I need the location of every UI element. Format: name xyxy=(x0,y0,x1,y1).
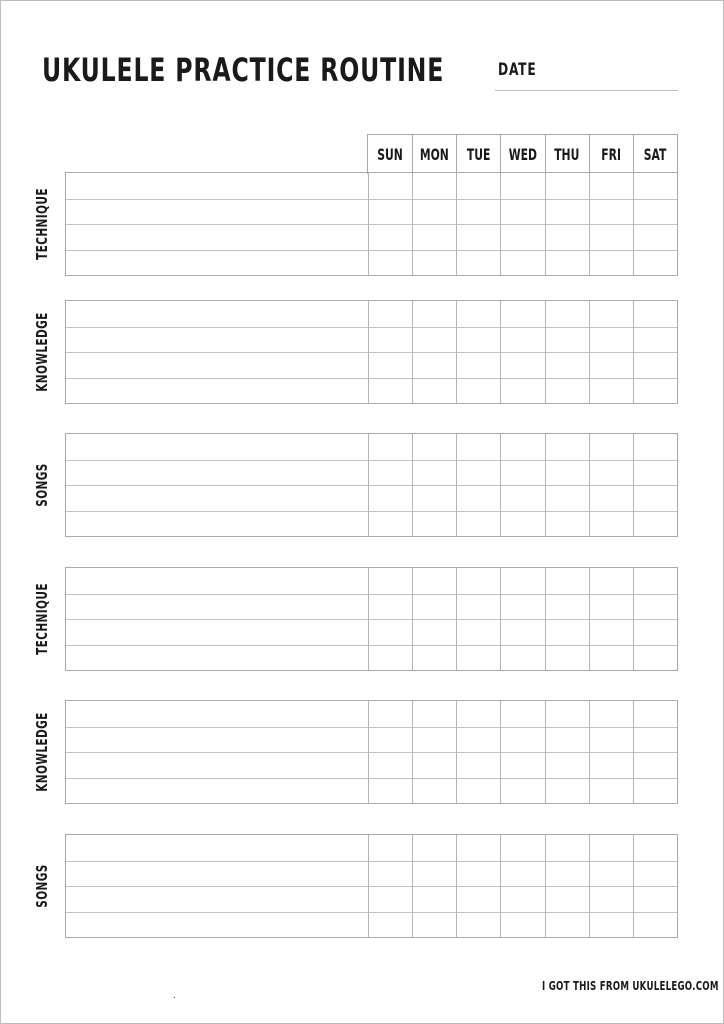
day-checkbox-cell[interactable] xyxy=(456,778,500,804)
day-checkbox-cell[interactable] xyxy=(412,199,456,225)
day-checkbox-cell[interactable] xyxy=(456,327,500,353)
day-checkbox-cell[interactable] xyxy=(589,460,633,486)
day-checkbox-cell[interactable] xyxy=(412,594,456,620)
day-checkbox-cell[interactable] xyxy=(456,619,500,645)
section-label-text: TECHNIQUE xyxy=(33,188,51,260)
day-checkbox-cell[interactable] xyxy=(633,199,677,225)
day-checkbox-cell[interactable] xyxy=(456,301,500,327)
day-checkbox-cell[interactable] xyxy=(633,568,677,594)
section-label-text: KNOWLEDGE xyxy=(33,312,51,392)
day-checkbox-cell[interactable] xyxy=(545,886,589,912)
day-checkbox-cell[interactable] xyxy=(545,173,589,199)
day-checkbox-cell[interactable] xyxy=(456,645,500,671)
practice-grid xyxy=(65,433,678,537)
footer-dot: . xyxy=(173,990,176,1001)
day-checkbox-cell[interactable] xyxy=(589,912,633,938)
day-checkbox-cell[interactable] xyxy=(368,701,412,727)
day-checkbox-cell[interactable] xyxy=(589,434,633,460)
day-checkbox-cell[interactable] xyxy=(368,568,412,594)
day-checkbox-cell[interactable] xyxy=(545,645,589,671)
day-checkbox-cell[interactable] xyxy=(633,460,677,486)
day-checkbox-cell[interactable] xyxy=(412,224,456,250)
practice-grid xyxy=(65,172,678,276)
day-checkbox-cell[interactable] xyxy=(545,224,589,250)
day-checkbox-cell[interactable] xyxy=(368,861,412,887)
day-checkbox-cell[interactable] xyxy=(456,886,500,912)
day-checkbox-cell[interactable] xyxy=(589,511,633,537)
day-checkbox-cell[interactable] xyxy=(368,224,412,250)
day-checkbox-cell[interactable] xyxy=(589,861,633,887)
day-checkbox-cell[interactable] xyxy=(368,485,412,511)
day-checkbox-cell[interactable] xyxy=(589,250,633,276)
day-checkbox-cell[interactable] xyxy=(500,778,544,804)
day-checkbox-cell[interactable] xyxy=(633,434,677,460)
day-checkbox-cell[interactable] xyxy=(412,378,456,404)
section-technique-2 xyxy=(22,567,678,671)
day-checkbox-cell[interactable] xyxy=(500,460,544,486)
day-checkbox-cell[interactable] xyxy=(633,752,677,778)
activity-cell[interactable] xyxy=(66,460,368,486)
day-checkbox-cell[interactable] xyxy=(589,727,633,753)
day-checkbox-cell[interactable] xyxy=(412,886,456,912)
section-label-text: KNOWLEDGE xyxy=(33,712,51,792)
activity-cell[interactable] xyxy=(66,352,368,378)
day-checkbox-cell[interactable] xyxy=(412,701,456,727)
day-checkbox-cell[interactable] xyxy=(500,250,544,276)
day-checkbox-cell[interactable] xyxy=(545,352,589,378)
day-checkbox-cell[interactable] xyxy=(456,835,500,861)
activity-cell[interactable] xyxy=(66,434,368,460)
activity-cell[interactable] xyxy=(66,912,368,938)
day-checkbox-cell[interactable] xyxy=(545,727,589,753)
day-label: TUE xyxy=(467,145,491,164)
day-checkbox-cell[interactable] xyxy=(500,594,544,620)
day-checkbox-cell[interactable] xyxy=(589,835,633,861)
section-songs-2 xyxy=(22,834,678,938)
day-checkbox-cell[interactable] xyxy=(412,250,456,276)
day-label: SAT xyxy=(644,145,667,164)
day-checkbox-cell[interactable] xyxy=(545,460,589,486)
day-checkbox-cell[interactable] xyxy=(633,594,677,620)
day-checkbox-cell[interactable] xyxy=(412,352,456,378)
day-checkbox-cell[interactable] xyxy=(545,594,589,620)
day-checkbox-cell[interactable] xyxy=(633,727,677,753)
day-checkbox-cell[interactable] xyxy=(368,173,412,199)
section-label xyxy=(22,300,62,404)
day-header-thu xyxy=(545,135,589,174)
activity-cell[interactable] xyxy=(66,645,368,671)
day-checkbox-cell[interactable] xyxy=(412,485,456,511)
day-checkbox-cell[interactable] xyxy=(368,199,412,225)
date-label: DATE xyxy=(498,60,537,80)
day-checkbox-cell[interactable] xyxy=(368,645,412,671)
day-checkbox-cell[interactable] xyxy=(633,224,677,250)
day-checkbox-cell[interactable] xyxy=(545,327,589,353)
activity-cell[interactable] xyxy=(66,485,368,511)
day-label: THU xyxy=(554,145,580,164)
activity-cell[interactable] xyxy=(66,199,368,225)
day-checkbox-cell[interactable] xyxy=(500,912,544,938)
day-checkbox-cell[interactable] xyxy=(545,912,589,938)
day-checkbox-cell[interactable] xyxy=(456,378,500,404)
day-checkbox-cell[interactable] xyxy=(500,327,544,353)
day-checkbox-cell[interactable] xyxy=(456,224,500,250)
day-checkbox-cell[interactable] xyxy=(456,199,500,225)
day-checkbox-cell[interactable] xyxy=(368,250,412,276)
day-checkbox-cell[interactable] xyxy=(500,886,544,912)
day-checkbox-cell[interactable] xyxy=(500,568,544,594)
activity-cell[interactable] xyxy=(66,173,368,199)
day-checkbox-cell[interactable] xyxy=(456,434,500,460)
day-checkbox-cell[interactable] xyxy=(589,752,633,778)
activity-cell[interactable] xyxy=(66,301,368,327)
activity-cell[interactable] xyxy=(66,752,368,778)
day-checkbox-cell[interactable] xyxy=(589,619,633,645)
day-checkbox-cell[interactable] xyxy=(456,460,500,486)
practice-grid xyxy=(65,700,678,804)
section-label xyxy=(22,700,62,804)
section-songs-1 xyxy=(22,433,678,537)
section-label xyxy=(22,834,62,938)
page-title: UKULELE PRACTICE ROUTINE xyxy=(42,51,445,89)
day-label: FRI xyxy=(601,145,622,164)
day-checkbox-cell[interactable] xyxy=(368,301,412,327)
section-label-text: TECHNIQUE xyxy=(33,583,51,655)
day-checkbox-cell[interactable] xyxy=(456,352,500,378)
day-checkbox-cell[interactable] xyxy=(368,912,412,938)
day-checkbox-cell[interactable] xyxy=(589,701,633,727)
day-checkbox-cell[interactable] xyxy=(589,594,633,620)
day-checkbox-cell[interactable] xyxy=(500,861,544,887)
day-checkbox-cell[interactable] xyxy=(545,861,589,887)
day-checkbox-cell[interactable] xyxy=(412,912,456,938)
activity-cell[interactable] xyxy=(66,327,368,353)
day-header-row xyxy=(367,134,678,174)
day-checkbox-cell[interactable] xyxy=(500,701,544,727)
day-checkbox-cell[interactable] xyxy=(456,485,500,511)
day-checkbox-cell[interactable] xyxy=(633,250,677,276)
day-checkbox-cell[interactable] xyxy=(500,835,544,861)
day-checkbox-cell[interactable] xyxy=(412,434,456,460)
day-checkbox-cell[interactable] xyxy=(589,378,633,404)
day-checkbox-cell[interactable] xyxy=(500,619,544,645)
day-checkbox-cell[interactable] xyxy=(368,886,412,912)
day-checkbox-cell[interactable] xyxy=(633,912,677,938)
activity-cell[interactable] xyxy=(66,861,368,887)
day-checkbox-cell[interactable] xyxy=(545,378,589,404)
day-header-sun xyxy=(368,135,412,174)
day-checkbox-cell[interactable] xyxy=(456,861,500,887)
day-header-fri xyxy=(589,135,633,174)
day-checkbox-cell[interactable] xyxy=(500,434,544,460)
day-checkbox-cell[interactable] xyxy=(368,835,412,861)
activity-cell[interactable] xyxy=(66,250,368,276)
day-checkbox-cell[interactable] xyxy=(412,460,456,486)
day-checkbox-cell[interactable] xyxy=(368,619,412,645)
day-checkbox-cell[interactable] xyxy=(500,485,544,511)
day-header-wed xyxy=(500,135,544,174)
activity-cell[interactable] xyxy=(66,701,368,727)
day-checkbox-cell[interactable] xyxy=(545,778,589,804)
day-checkbox-cell[interactable] xyxy=(500,352,544,378)
activity-cell[interactable] xyxy=(66,594,368,620)
section-technique-1 xyxy=(22,172,678,276)
day-checkbox-cell[interactable] xyxy=(589,352,633,378)
day-checkbox-cell[interactable] xyxy=(545,199,589,225)
day-checkbox-cell[interactable] xyxy=(545,835,589,861)
day-checkbox-cell[interactable] xyxy=(368,460,412,486)
day-checkbox-cell[interactable] xyxy=(456,173,500,199)
day-checkbox-cell[interactable] xyxy=(456,912,500,938)
day-label: SUN xyxy=(377,145,403,164)
day-checkbox-cell[interactable] xyxy=(589,645,633,671)
day-header-mon xyxy=(412,135,456,174)
day-checkbox-cell[interactable] xyxy=(456,727,500,753)
day-checkbox-cell[interactable] xyxy=(456,511,500,537)
practice-grid xyxy=(65,567,678,671)
day-checkbox-cell[interactable] xyxy=(368,434,412,460)
day-checkbox-cell[interactable] xyxy=(633,835,677,861)
day-checkbox-cell[interactable] xyxy=(589,886,633,912)
day-header-sat xyxy=(633,135,677,174)
activity-cell[interactable] xyxy=(66,511,368,537)
day-label: WED xyxy=(508,145,538,164)
day-checkbox-cell[interactable] xyxy=(633,173,677,199)
day-checkbox-cell[interactable] xyxy=(500,511,544,537)
day-checkbox-cell[interactable] xyxy=(368,752,412,778)
day-checkbox-cell[interactable] xyxy=(500,301,544,327)
day-label: MON xyxy=(420,145,450,164)
day-checkbox-cell[interactable] xyxy=(500,645,544,671)
day-checkbox-cell[interactable] xyxy=(633,485,677,511)
day-checkbox-cell[interactable] xyxy=(456,752,500,778)
day-checkbox-cell[interactable] xyxy=(589,199,633,225)
day-checkbox-cell[interactable] xyxy=(368,511,412,537)
section-label xyxy=(22,567,62,671)
day-checkbox-cell[interactable] xyxy=(589,327,633,353)
day-checkbox-cell[interactable] xyxy=(589,568,633,594)
day-checkbox-cell[interactable] xyxy=(368,778,412,804)
day-checkbox-cell[interactable] xyxy=(545,250,589,276)
day-checkbox-cell[interactable] xyxy=(456,594,500,620)
section-label-text: SONGS xyxy=(33,864,51,908)
footer-credit: I GOT THIS FROM UKULELEGO.COM xyxy=(542,979,719,993)
day-checkbox-cell[interactable] xyxy=(545,619,589,645)
day-checkbox-cell[interactable] xyxy=(500,199,544,225)
day-checkbox-cell[interactable] xyxy=(633,301,677,327)
day-checkbox-cell[interactable] xyxy=(633,645,677,671)
day-checkbox-cell[interactable] xyxy=(456,701,500,727)
day-checkbox-cell[interactable] xyxy=(412,568,456,594)
activity-cell[interactable] xyxy=(66,224,368,250)
activity-cell[interactable] xyxy=(66,886,368,912)
day-checkbox-cell[interactable] xyxy=(545,434,589,460)
day-checkbox-cell[interactable] xyxy=(368,727,412,753)
day-checkbox-cell[interactable] xyxy=(633,327,677,353)
day-checkbox-cell[interactable] xyxy=(412,173,456,199)
day-checkbox-cell[interactable] xyxy=(368,352,412,378)
activity-cell[interactable] xyxy=(66,619,368,645)
section-knowledge-2 xyxy=(22,700,678,804)
day-checkbox-cell[interactable] xyxy=(412,752,456,778)
day-checkbox-cell[interactable] xyxy=(589,778,633,804)
day-checkbox-cell[interactable] xyxy=(412,861,456,887)
day-checkbox-cell[interactable] xyxy=(633,378,677,404)
day-checkbox-cell[interactable] xyxy=(368,594,412,620)
day-checkbox-cell[interactable] xyxy=(412,511,456,537)
day-checkbox-cell[interactable] xyxy=(545,568,589,594)
date-field-line[interactable] xyxy=(495,90,678,91)
day-checkbox-cell[interactable] xyxy=(368,327,412,353)
day-checkbox-cell[interactable] xyxy=(412,645,456,671)
practice-grid xyxy=(65,834,678,938)
activity-cell[interactable] xyxy=(66,378,368,404)
day-checkbox-cell[interactable] xyxy=(500,378,544,404)
activity-cell[interactable] xyxy=(66,727,368,753)
day-checkbox-cell[interactable] xyxy=(412,727,456,753)
day-checkbox-cell[interactable] xyxy=(500,752,544,778)
day-checkbox-cell[interactable] xyxy=(589,301,633,327)
day-checkbox-cell[interactable] xyxy=(412,301,456,327)
day-checkbox-cell[interactable] xyxy=(412,619,456,645)
day-checkbox-cell[interactable] xyxy=(633,861,677,887)
day-checkbox-cell[interactable] xyxy=(368,378,412,404)
day-checkbox-cell[interactable] xyxy=(545,485,589,511)
day-checkbox-cell[interactable] xyxy=(633,619,677,645)
day-checkbox-cell[interactable] xyxy=(412,327,456,353)
day-checkbox-cell[interactable] xyxy=(500,727,544,753)
day-checkbox-cell[interactable] xyxy=(500,224,544,250)
day-checkbox-cell[interactable] xyxy=(412,778,456,804)
day-checkbox-cell[interactable] xyxy=(633,701,677,727)
day-checkbox-cell[interactable] xyxy=(500,173,544,199)
day-checkbox-cell[interactable] xyxy=(633,778,677,804)
activity-cell[interactable] xyxy=(66,835,368,861)
section-label-text: SONGS xyxy=(33,463,51,507)
section-label xyxy=(22,433,62,537)
day-checkbox-cell[interactable] xyxy=(456,568,500,594)
day-checkbox-cell[interactable] xyxy=(412,835,456,861)
practice-grid xyxy=(65,300,678,404)
day-checkbox-cell[interactable] xyxy=(589,173,633,199)
section-knowledge-1 xyxy=(22,300,678,404)
day-checkbox-cell[interactable] xyxy=(545,511,589,537)
day-checkbox-cell[interactable] xyxy=(456,250,500,276)
activity-cell[interactable] xyxy=(66,568,368,594)
day-checkbox-cell[interactable] xyxy=(589,485,633,511)
day-checkbox-cell[interactable] xyxy=(633,886,677,912)
day-checkbox-cell[interactable] xyxy=(633,511,677,537)
day-checkbox-cell[interactable] xyxy=(633,352,677,378)
day-checkbox-cell[interactable] xyxy=(545,301,589,327)
day-checkbox-cell[interactable] xyxy=(545,701,589,727)
day-checkbox-cell[interactable] xyxy=(545,752,589,778)
activity-cell[interactable] xyxy=(66,778,368,804)
section-label xyxy=(22,172,62,276)
day-checkbox-cell[interactable] xyxy=(589,224,633,250)
day-header-tue xyxy=(456,135,500,174)
